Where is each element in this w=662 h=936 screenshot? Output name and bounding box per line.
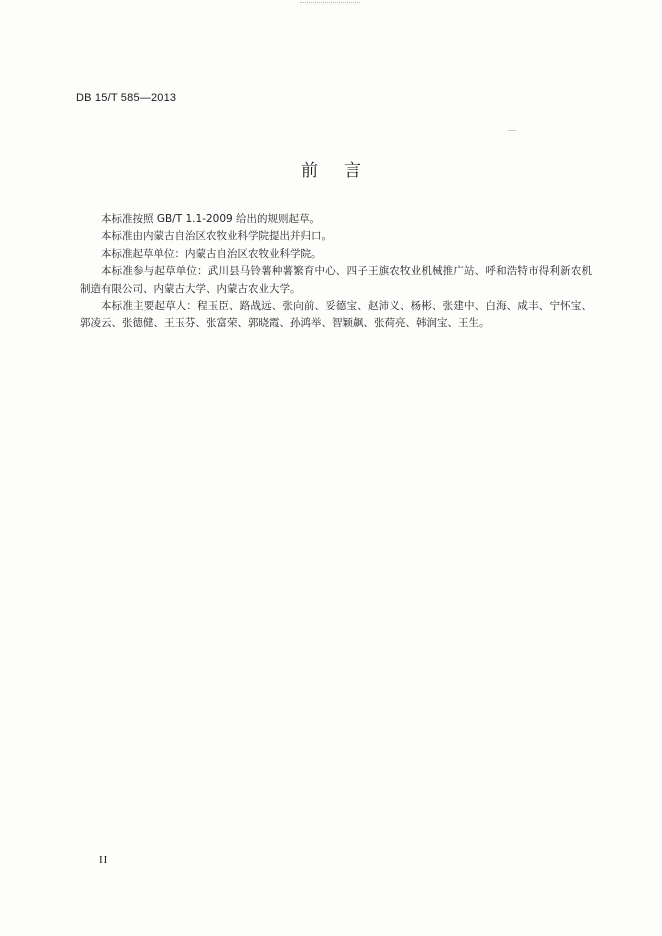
document-code: DB 15/T 585—2013 [76, 92, 177, 104]
scan-artifact-mark [508, 130, 516, 131]
scan-artifact-top [300, 2, 360, 5]
paragraph-proposer: 本标准由内蒙古自治区农牧业科学院提出并归口。 [101, 230, 332, 243]
paragraph-drafting-unit: 本标准起草单位：内蒙古自治区农牧业科学院。 [101, 247, 322, 260]
paragraph-drafting-rules: 本标准按照 GB/T 1.1-2009 给出的规则起草。 [101, 213, 321, 225]
page-number: II [99, 854, 109, 866]
page-title: 前言 [301, 161, 387, 181]
foreword-body [80, 211, 592, 333]
paragraph-main-drafters: 本标准主要起草人：程玉臣、路战远、张向前、妥德宝、赵沛义、杨彬、张建中、白海、咸丰、宁怀宝、郭凌云、张德健、王玉芬、张富荣、郭晓霞、孙鸿举、智颖飙、张荷亮、韩润宝、王生。 [80, 300, 592, 330]
paragraph-participating-units: 本标准参与起草单位：武川县马铃薯种薯繁育中心、四子王旗农牧业机械推广站、呼和浩特市得利新农机制造有限公司、内蒙古大学、内蒙古农业大学。 [80, 265, 592, 295]
